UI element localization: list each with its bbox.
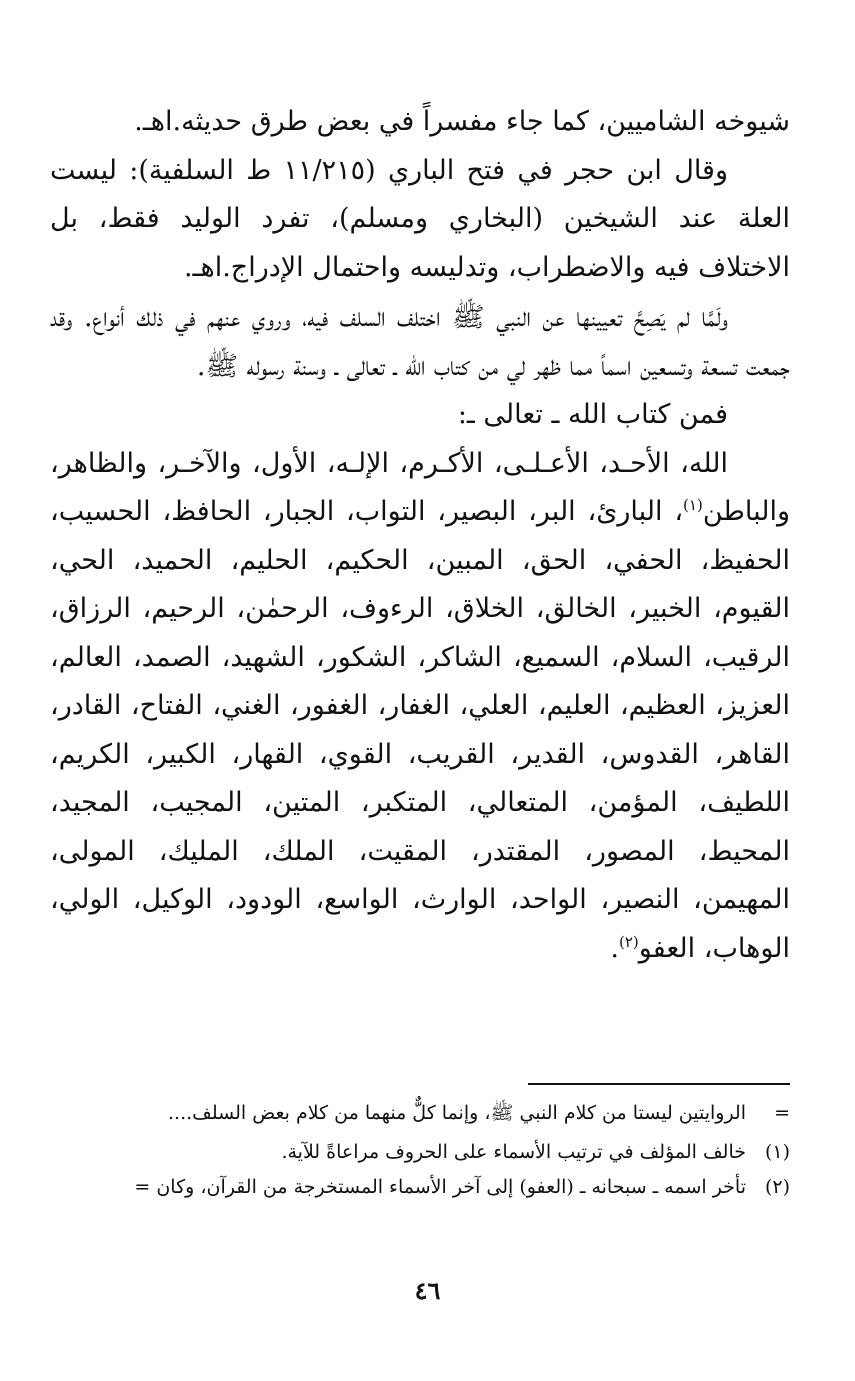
names-list-part-2: ، البارئ، البر، البصير، التواب، الجبار، الحافظ، الحسيب، الحفيظ، الحفي، الحق، المبين، الحكيم، الحليم، الحميد، الحي، القيوم، الخبير، الخالق، الخلاق، الرءوف، الرحمٰن، الرحيم، الرزاق، الرقيب، السلام، السميع، الشاكر، الشكور، الشهيد، الصمد، العالم، العزيز، العظيم، العليم، العلي، الغفار، الغفور، الغني، الفتاح، القادر، القاهر، القدوس، القدير، القريب، القوي، القهار، الكبير، الكريم، اللطيف، المؤمن، المتعالي، المتكبر، المتين، المجيب، المجيد، المحيط، المصور، المقتدر، المقيت، الملك، المليك، المولى، المهيمن، النصير، الواحد، الوارث، الواسع، الودود، الوكيل، الولي، الوهاب، العفو bbox=[50, 496, 790, 964]
footnote-2 bbox=[50, 1170, 790, 1205]
main-text bbox=[50, 98, 790, 973]
footnote-marker: = bbox=[774, 1102, 790, 1124]
body-text bbox=[50, 98, 790, 973]
paragraph-quran-heading: فمن كتاب الله ـ تعالى ـ: bbox=[457, 399, 728, 430]
footnote-marker: (٢) bbox=[764, 1176, 790, 1198]
footnote-separator bbox=[528, 1083, 790, 1085]
footnote-1 bbox=[50, 1135, 790, 1170]
footnote-text: الروايتين ليستا من كلام النبي ﷺ، وإنما كلٌّ منهما من كلام بعض السلف.... bbox=[168, 1102, 746, 1124]
footnote-text: تأخر اسمه ـ سبحانه ـ (العفو) إلى آخر الأسماء المستخرجة من القرآن، وكان = bbox=[134, 1176, 746, 1198]
footnote-ref-1[interactable]: (١) bbox=[683, 496, 703, 514]
footnote-marker: (١) bbox=[764, 1141, 790, 1163]
footnote-text: خالف المؤلف في ترتيب الأسماء على الحروف مراعاةً للآية. bbox=[281, 1141, 746, 1163]
page-number: ٤٦ bbox=[414, 1276, 441, 1305]
names-list-part-1: الله، الأحـد، الأعـلـى، الأكـرم، الإلـه، الأول، والآخـر، والظاهر، والباطن bbox=[50, 447, 790, 527]
paragraph-continuation: شيوخه الشاميين، كما جاء مفسراً في بعض طرق حديثه.اهـ. bbox=[134, 106, 790, 137]
footnotes bbox=[50, 1096, 790, 1205]
footnote-continued bbox=[50, 1096, 790, 1131]
names-list bbox=[50, 440, 790, 974]
paragraph-names-intro: ولَمَّا لم يَصِحَّ تعيينها عن النبي ﷺ اختلف السلف فيه، وروي عنهم في ذلك أنواع. وقد جمعت تسعة وتسعين اسماً مما ظهر لي من كتاب الله ـ تعالى ـ وسنة رسوله ﷺ. bbox=[50, 302, 790, 382]
paragraph-ibn-hajar-quote: وقال ابن حجر في فتح الباري (١١/٢١٥ ط السلفية): ليست العلة عند الشيخين (البخاري ومسلم)، تفرد الوليد فقط، بل الاختلاف فيه والاضطراب، وتدليسه واحتمال الإدراج.اهـ. bbox=[50, 154, 790, 283]
footnote-ref-2[interactable]: (٢) bbox=[619, 932, 639, 951]
names-list-end: . bbox=[610, 932, 619, 964]
